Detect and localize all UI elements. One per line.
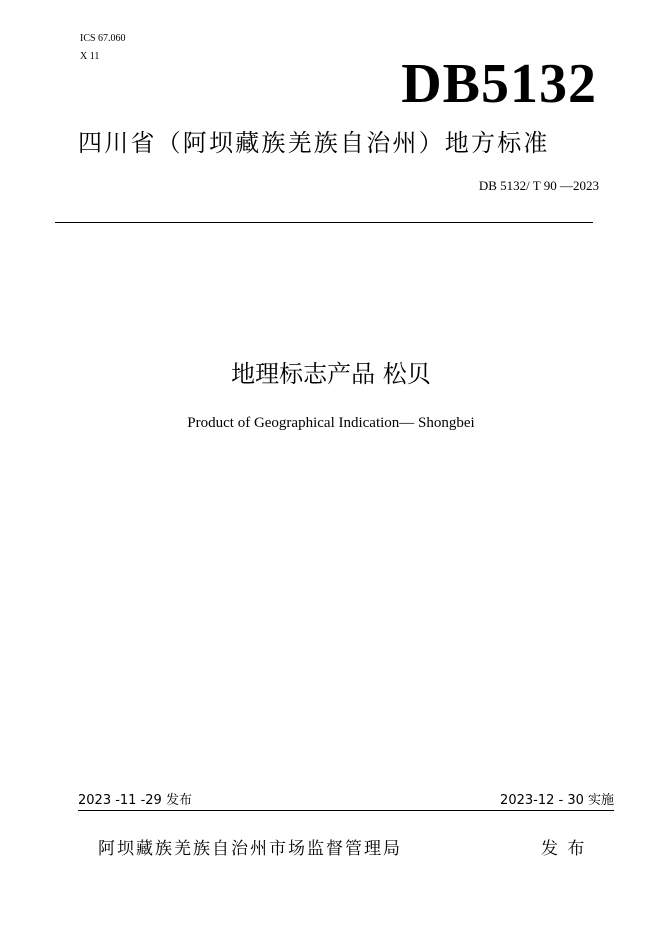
classification-code: X 11: [80, 51, 100, 62]
ics-code: ICS 67.060: [80, 33, 126, 44]
db-mark: DB5132: [401, 53, 597, 115]
standard-title: 四川省（阿坝藏族羌族自治州）地方标准: [78, 129, 550, 157]
standard-number: DB 5132/ T 90 —2023: [478, 178, 599, 193]
document-title: 地理标志产品 松贝: [231, 360, 431, 388]
issue-label: 发 布: [541, 839, 587, 859]
footer-divider: [78, 810, 614, 811]
publish-date: 2023 -11 -29 发布: [78, 793, 192, 808]
document-subtitle: Product of Geographical Indication— Shongbei: [187, 415, 475, 431]
header-divider: [55, 222, 593, 223]
implement-date: 2023-12 - 30 实施: [500, 793, 614, 808]
issuing-authority: 阿坝藏族羌族自治州市场监督管理局: [98, 839, 402, 859]
